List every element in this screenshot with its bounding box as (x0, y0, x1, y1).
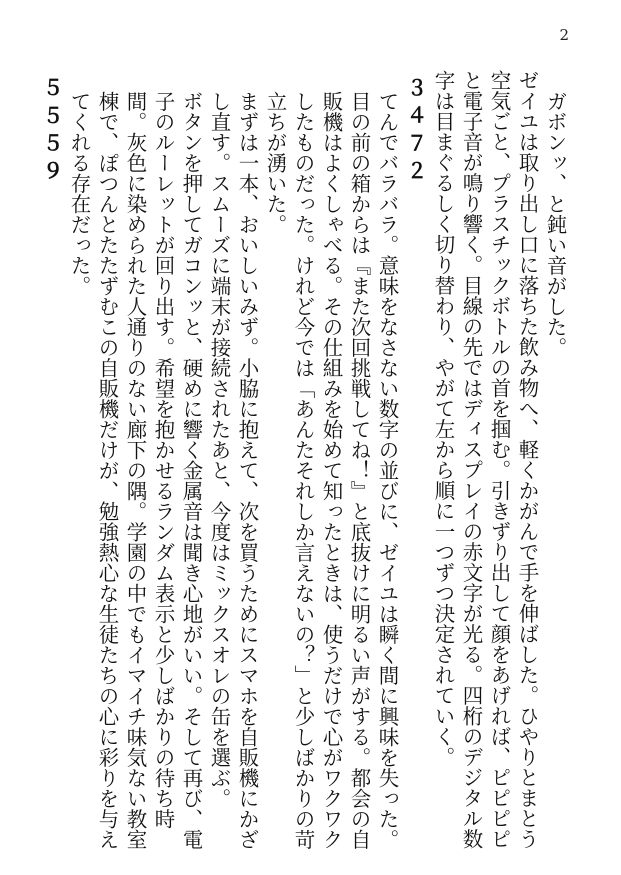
roulette-digits: ３４７２ (403, 77, 427, 188)
paragraph: ゼイユは取り出し口に落ちた飲み物へ、軽くかがんで手を伸ばした。ひやりとまとう空気ごと、プラスチックボトルの首を掴む。引きずり出して顔をあげれば、ピピピピと電子音が鳴り響く。目線の先ではディスプレイの赤文字が光る。四桁のデジタル数字は目まぐるしく切り替わり、やがて左から順に一つずつ決定されていく。 (431, 70, 539, 849)
page-number: 2 (559, 26, 569, 44)
paragraph: てんでバラバラ。意味をなさない数字の並びに、ゼイユは瞬く間に興味を失った。目の前の箱からは『また次回挑戦してね！』と底抜けに明るい声がする。都会の自販機はよくしゃべる。その仕組みを始めて知ったときは、使うだけで心がワクワクしたものだった。けれど今では「あんたそれしか言えないの？」と少しばかりの苛立ちが湧いた。 (263, 90, 399, 849)
vertical-text-body (39, 70, 569, 850)
paragraph: ボタンを押してガコンッと、硬めに響く金属音は聞き心地がいい。そして再び、電子のルーレットが回り出す。希望を抱かせるランダム表示と少しばかりの待ち時間。灰色に染められた人通りのない廊下の隅。学園の中でもイマイチ味気ない教室棟で、ぽつんとたたずむこの自販機だけが、勉強熱心な生徒たちの心に彩りを与えてくれる存在だった。 (67, 90, 203, 849)
roulette-digits: ５５５９ (39, 77, 63, 188)
paragraph: ガボンッ、と鈍い音がした。 (543, 90, 567, 357)
paragraph: まずは一本、おいしいみず。小脇に抱えて、次を買うためにスマホを自販機にかざし直す。スムーズに端末が接続されたあと、今度はミックスオレの缶を選ぶ。 (207, 90, 259, 849)
